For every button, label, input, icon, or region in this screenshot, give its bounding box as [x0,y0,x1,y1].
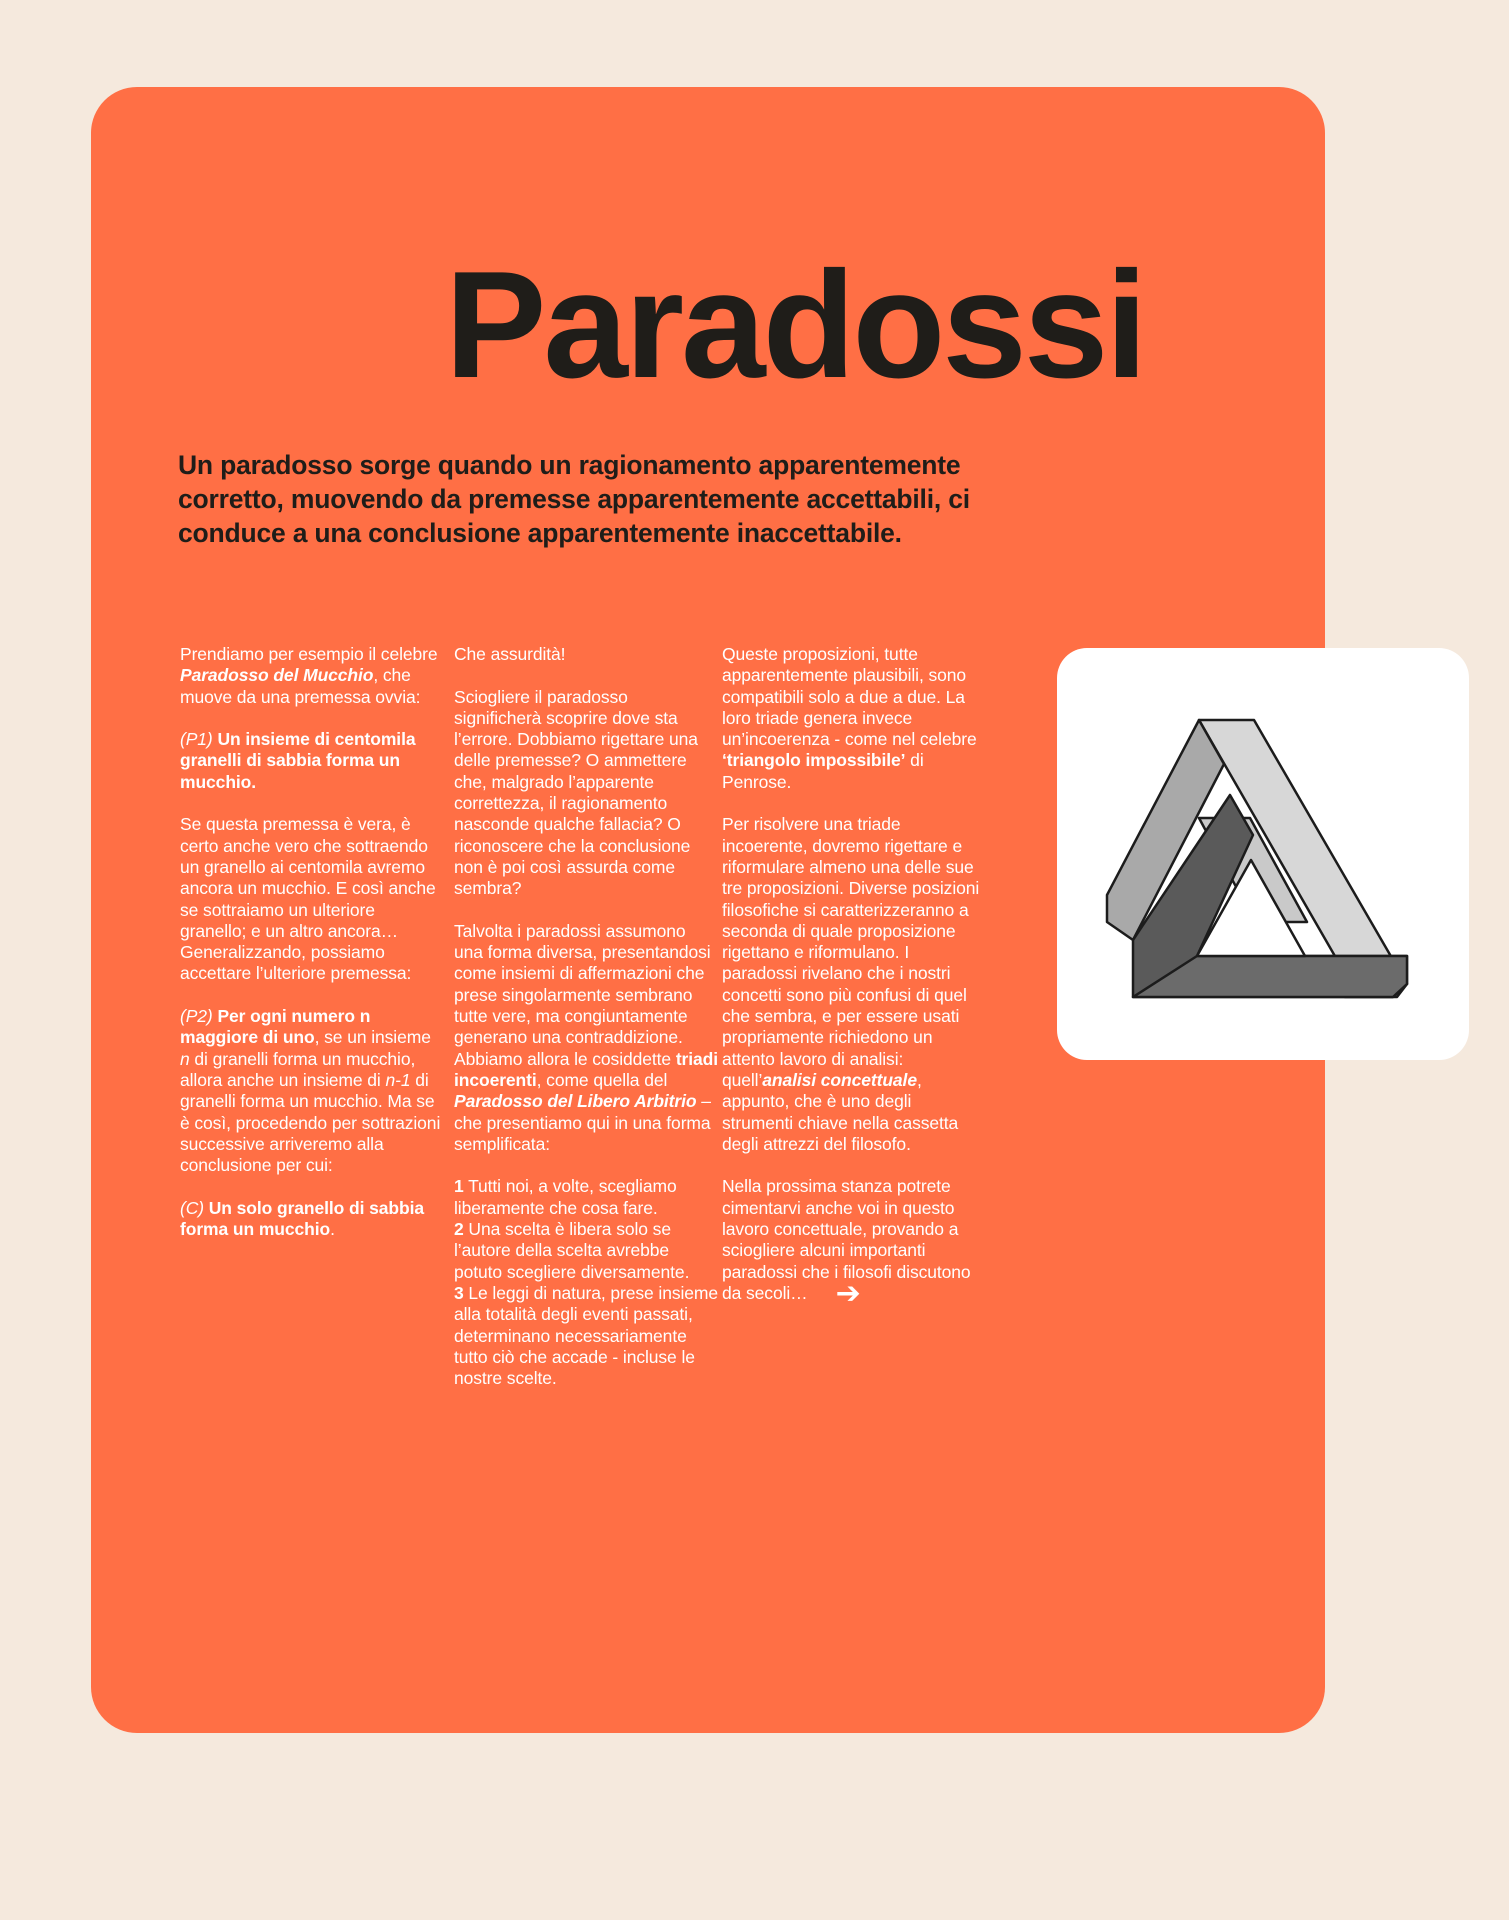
paragraph: Che assurdità! [454,644,566,664]
triad-list [454,1176,719,1389]
column-2 [454,644,719,1411]
text: Prendiamo per esempio il celebre [180,644,438,664]
text: – che presentiamo qui in una forma semplificata: [454,1091,711,1154]
premise-text: Per ogni numero n maggiore di uno [180,1006,371,1048]
premise-label: (P2) [180,1006,218,1027]
emphasis: Paradosso del Libero Arbitrio [454,1091,697,1112]
text: di granelli forma un mucchio, allora anche un insieme di [180,1048,416,1090]
arrow-right-icon[interactable]: ➔ [835,1276,861,1310]
premise-label: (C) [180,1197,209,1218]
premise-text: Un insieme di centomila granelli di sabbia forma un mucchio. [180,729,416,792]
emphasis: triadi incoerenti [454,1048,719,1090]
paragraph: Sciogliere il paradosso significherà scoprire dove sta l’errore. Dobbiamo rigettare una delle premesse? O ammettere che, malgrado l’apparente correttezza, il ragionamento nasconde qualche fallacia? O riconoscere che la conclusione non è poi così assurda come sembra? [454,686,698,899]
paragraph [722,1176,987,1310]
premise-p1 [180,729,445,793]
paragraph [722,644,987,793]
paragraph [722,814,987,1155]
column-3 [722,644,987,1326]
paragraph: Se questa premessa è vera, è certo anche vero che sottraendo un granello ai centomila avremo ancora un mucchio. E così anche se sottraiamo un ulteriore granello; e un altro ancora… Generalizzando, possiamo accettare l’ulteriore premessa: [180,814,436,984]
penrose-triangle-icon [1105,710,1421,1000]
triad-item: Tutti noi, a volte, scegliamo liberamente che cosa fare. [454,1176,677,1218]
lead-paragraph: Un paradosso sorge quando un ragionamento apparentemente corretto, muovendo da premesse apparentemente accettabili, ci conduce a una conclusione apparentemente inaccettabile. [178,450,970,548]
column-1 [180,644,445,1262]
page-title: Paradossi [445,240,1145,410]
emphasis: Paradosso del Mucchio [180,665,374,686]
premise-p2 [180,1006,445,1176]
variable: n [180,1048,190,1069]
text: Per risolvere una triade incoerente, dovremo rigettare e riformulare almeno una delle sue tre proposizioni. Diverse posizioni filosofiche si caratterizzeranno a seconda di quale proposizione rigettano e riformulano. I paradossi rivelano che i nostri concetti sono più confusi di quel che sembra, e per essere usati propriamente richiedono un attento lavoro di analisi: quell’ [722,814,980,1090]
text: , appunto, che è uno degli strumenti chiave nella cassetta degli attrezzi del filosofo. [722,1069,959,1154]
emphasis: ‘triangolo impossibile’ [722,750,906,771]
triad-item: Una scelta è libera solo se l’autore della scelta avrebbe potuto scegliere diversamente. [454,1219,690,1282]
triad-number: 1 [454,1176,464,1197]
premise-label: (P1) [180,729,218,750]
conclusion-text: Un solo granello di sabbia forma un mucchio [180,1197,424,1240]
text: , se un insieme [314,1027,431,1048]
conclusion [180,1198,445,1241]
penrose-card [1057,648,1469,1060]
text: di granelli forma un mucchio. Ma se è così, procedendo per sottrazioni successive arriveremo alla conclusione per cui: [180,1069,441,1176]
paragraph [454,921,719,1155]
text: , che muove da una premessa ovvia: [180,665,421,707]
paragraph [180,644,445,708]
triad-item: Le leggi di natura, prese insieme alla totalità degli eventi passati, determinano necessariamente tutto ciò che accade - incluse le nostre scelte. [454,1282,719,1389]
triad-number: 3 [454,1282,464,1303]
variable: n-1 [385,1069,411,1090]
text: Talvolta i paradossi assumono una forma diversa, presentandosi come insiemi di affermazioni che prese singolarmente sembrano tutte vere, ma congiuntamente generano una contraddizione. Abbiamo allora le cosiddette [454,920,711,1069]
text: , come quella del [536,1069,668,1090]
text: Nella prossima stanza potrete cimentarvi anche voi in questo lavoro concettuale, provando a sciogliere alcuni importanti paradossi che i filosofi discutono da secoli… [722,1176,971,1303]
text: di Penrose. [722,750,924,792]
emphasis: analisi concettuale [762,1069,917,1090]
text: Queste proposizioni, tutte apparentemente plausibili, sono compatibili solo a due a due. La loro triade genera invece un’incoerenza - come nel celebre [722,644,977,750]
text: . [330,1219,335,1240]
triad-number: 2 [454,1219,464,1240]
